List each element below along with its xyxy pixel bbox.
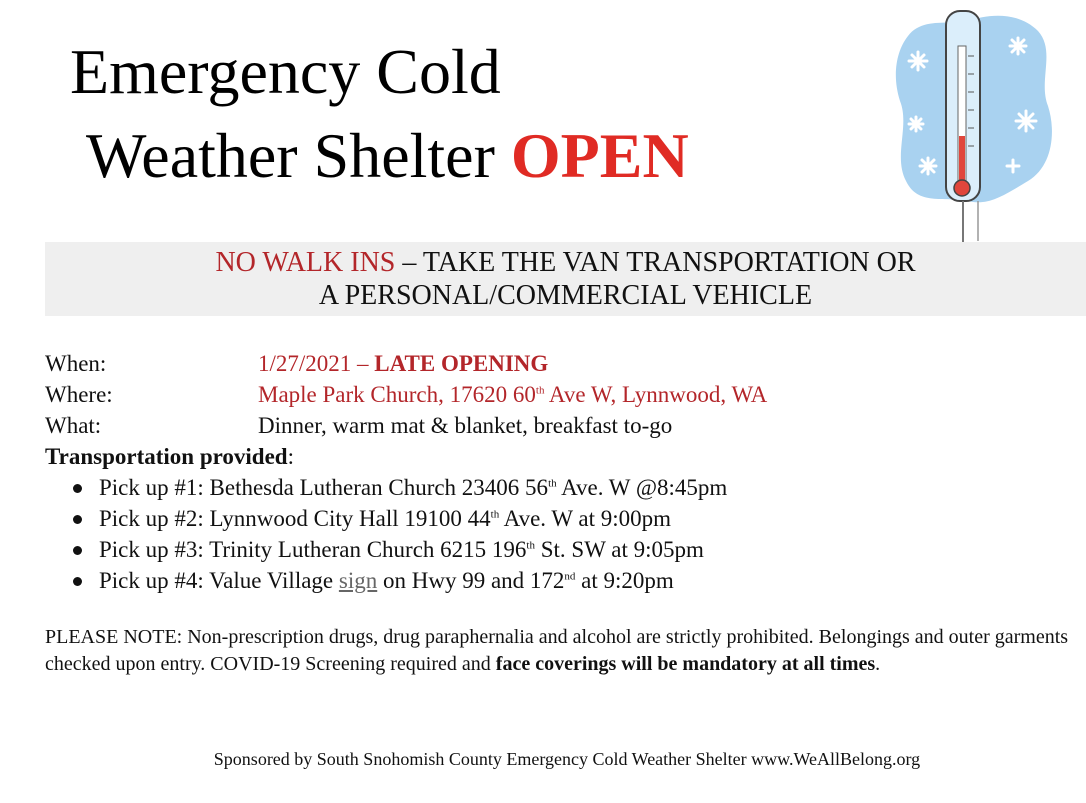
where-text-a: Maple Park Church, 17620 60 [258, 382, 536, 407]
bullet-icon [73, 577, 82, 586]
pickup-item-1 [45, 472, 727, 503]
where-row [45, 379, 768, 410]
bullet-icon [73, 546, 82, 555]
note-end: . [875, 653, 881, 675]
transport-heading [45, 441, 727, 472]
pickup-item-2 [45, 503, 727, 534]
late-opening-label: LATE OPENING [374, 351, 549, 376]
where-label: Where: [45, 382, 113, 407]
when-value [258, 348, 548, 379]
banner-line-2: A PERSONAL/COMMERCIAL VEHICLE [318, 280, 813, 311]
face-coverings-notice: face coverings will be mandatory at all times [495, 653, 876, 675]
pickup-2-text-b: Ave. W at 9:00pm [499, 506, 672, 531]
bullet-icon [73, 484, 82, 493]
pickup-2-text-a: Pick up #2: Lynnwood City Hall 19100 44 [99, 506, 491, 531]
pickup-1-ordinal: th [548, 477, 557, 490]
pickup-1-text-b: Ave. W @8:45pm [556, 475, 728, 500]
when-label: When: [45, 351, 107, 376]
sponsor-text: Sponsored by South Snohomish County Emergency Cold Weather Shelter www.WeAllBelong.org [213, 749, 921, 769]
what-value: Dinner, warm mat & blanket, breakfast to-go [258, 413, 673, 438]
open-status: OPEN [510, 120, 689, 191]
pickup-4-text-a: Pick up #4: Value Village [99, 568, 339, 593]
banner-line-1-rest: – TAKE THE VAN TRANSPORTATION OR [395, 247, 916, 278]
pickup-4-text-c: at 9:20pm [575, 568, 674, 593]
what-row [45, 410, 727, 441]
pickup-4-text-b: on Hwy 99 and 172 [377, 568, 565, 593]
pickup-3-text-a: Pick up #3: Trinity Lutheran Church 6215 196 [99, 537, 527, 562]
pickup-4-ordinal: nd [564, 570, 576, 583]
pickup-item-4 [45, 565, 727, 596]
where-value [258, 379, 767, 410]
pickup-item-3 [45, 534, 727, 565]
bullet-icon [73, 515, 82, 524]
pickup-2-ordinal: th [490, 508, 500, 521]
please-note-paragraph [45, 624, 1080, 678]
pickup-3-ordinal: th [526, 539, 535, 552]
title-line-2 [86, 120, 689, 191]
title-shelter-text: Weather Shelter [86, 120, 495, 191]
transport-label: Transportation provided [45, 444, 288, 469]
thermometer-snowflakes-icon [888, 6, 1058, 246]
sign-link[interactable]: sign [338, 568, 378, 593]
no-walk-ins-banner [45, 242, 1086, 316]
sponsor-footer [0, 749, 1086, 770]
pickup-3-text-b: St. SW at 9:05pm [534, 537, 704, 562]
what-label: What: [45, 413, 102, 438]
note-text: PLEASE NOTE: Non-prescription drugs, drug paraphernalia and alcohol are strictly prohibited. Belongings and outer garments checked upon entry. COVID-19 Screening required and [45, 626, 1069, 675]
details-section [45, 348, 768, 596]
transport-colon: : [287, 444, 294, 469]
banner-line-1 [45, 246, 1086, 279]
where-ordinal: th [535, 384, 545, 397]
no-walk-ins-label: NO WALK INS [215, 247, 396, 278]
title-line-1: Emergency Cold [70, 36, 501, 107]
pickup-1-text-a: Pick up #1: Bethesda Lutheran Church 23406 56 [99, 475, 549, 500]
pickup-list [45, 472, 727, 596]
where-text-b: Ave W, Lynnwood, WA [544, 382, 768, 407]
when-date: 1/27/2021 – [258, 351, 375, 376]
when-row [45, 348, 727, 379]
